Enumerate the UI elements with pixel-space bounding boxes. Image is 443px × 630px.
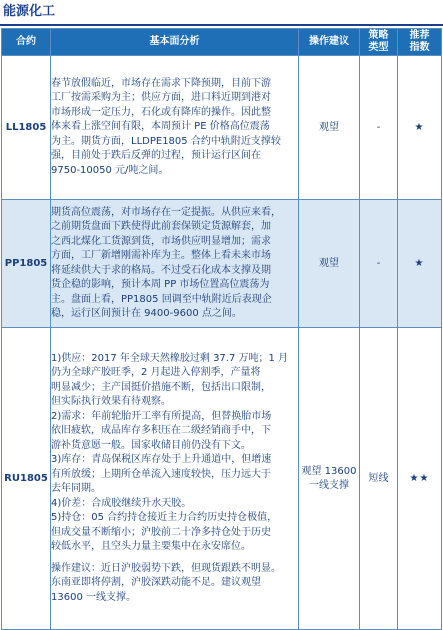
analysis-line: 货企稳的影响，预计本周 PP 市场位置高位震荡为	[51, 279, 270, 290]
analysis-line: 方面，工厂新增刚需补库为主。整体上看未来市场	[51, 250, 271, 261]
analysis-line: 体来看上涨空间有限，本周预计 PE 价格高位震荡	[51, 121, 270, 133]
analysis-cell	[51, 200, 299, 328]
header-recommend-index-line: 指数	[409, 42, 430, 53]
analysis-line: 较低水平，且空头力量主要集中在永安席位。	[51, 541, 251, 553]
analysis-line: 3)库存：青岛保税区库存处于上升通道中，但增速	[51, 454, 272, 466]
table-row	[2, 56, 442, 200]
table-row	[2, 328, 442, 630]
analysis-line: 之前期货盘面下跌使得此前套保锁定货源解套，加	[51, 221, 271, 232]
header-recommend-index-line: 推荐	[409, 30, 430, 41]
header-contract: 合约	[2, 29, 51, 56]
analysis-line: 9750-10050 元/吨之间。	[51, 164, 169, 176]
analysis-line: 明显减少；主产国挺价措施不断，包括出口限制，	[51, 381, 271, 393]
recommend-index-stars: ★	[398, 200, 442, 328]
analysis-line: 主。盘面上看，PP1805 回调至中轨附近后表现企	[51, 293, 272, 305]
section-divider	[0, 24, 443, 26]
analysis-cell	[51, 328, 299, 630]
analysis-line: 但实际执行效果有待观察。	[51, 396, 171, 408]
header-advice: 操作建议	[299, 29, 360, 56]
analysis-line: 4)价差：合成胶继续升水天胶。	[51, 497, 192, 509]
header-strategy-type-line: 策略	[368, 30, 389, 41]
analysis-line: 市场形成一定压力，石化或有降库的操作。因此整	[51, 106, 271, 118]
strategy-type-cell: -	[360, 56, 398, 200]
analysis-line: 有所放缓；上期所仓单流入速度较快，压力远大于	[51, 468, 271, 480]
analysis-line: 操作建议：近日沪胶弱势下跌，但现货跟跌不明显。	[51, 562, 281, 574]
analysis-line: 仍为全球产胶旺季，2 月起进入停割季，产量将	[51, 367, 261, 379]
table-row	[2, 200, 442, 328]
section-title: 能源化工	[3, 4, 56, 19]
analysis-line: 去年同期。	[51, 483, 101, 495]
header-strategy-type	[360, 29, 398, 56]
analysis-line: 东南亚即将停割，沪胶深跌动能不足。建议观望	[51, 577, 261, 589]
analysis-line: 春节放假临近，市场存在需求下降预期，目前下游	[51, 77, 271, 89]
advice-line: 一线支撑	[309, 479, 349, 491]
analysis-line: 稳，运行区间预计在 9400-9600 点之间。	[51, 308, 242, 319]
advice-cell	[299, 328, 360, 630]
advice-line: 观望	[319, 121, 339, 133]
analysis-line: 1)供应：2017 年全球天然橡胶过剩 37.7 万吨；1 月	[51, 352, 289, 364]
recommend-index-stars: ★	[398, 56, 442, 200]
header-strategy-type-line: 类型	[368, 42, 389, 53]
contract-cell: RU1805	[2, 328, 51, 630]
contract-cell: PP1805	[2, 200, 51, 328]
advice-line: 观望 13600	[301, 465, 357, 477]
analysis-line: 13600 一线支撑。	[51, 591, 136, 603]
analysis-line: 之西北煤化工货源到货，市场供应明显增加；需求	[51, 235, 271, 247]
strategy-table	[1, 28, 442, 630]
strategy-type-cell: -	[360, 200, 398, 328]
analysis-cell	[51, 56, 299, 200]
analysis-line: 为主。期货方面，LLDPE1805 合约中轨附近支撑较	[51, 135, 281, 147]
analysis-line: 但成交量不断缩小；沪胶前二十净多持仓处于历史	[51, 526, 271, 538]
analysis-line: 工厂按需采购为主；供应方面，进口料近期到港对	[51, 92, 271, 104]
analysis-line: 5)持仓：05 合约持仓接近主力合约历史持仓极值，	[51, 512, 278, 524]
contract-cell: LL1805	[2, 56, 51, 200]
analysis-line: 强，目前处于跌后反弹的过程，预计运行区间在	[51, 150, 261, 162]
advice-cell	[299, 200, 360, 328]
recommend-index-stars: ★★	[398, 328, 442, 630]
advice-line: 观望	[319, 257, 339, 269]
strategy-type-cell: 短线	[360, 328, 398, 630]
analysis-line: 将延续供大于求的格局。不过受石化成本支撑及期	[51, 264, 271, 276]
paragraph-gap	[51, 555, 298, 562]
analysis-line: 游补货意愿一般。国家收储目前仍没有下文。	[51, 439, 251, 451]
header-recommend-index	[398, 29, 442, 56]
header-analysis: 基本面分析	[51, 29, 299, 56]
analysis-line: 2)需求：年前轮胎开工率有所提高，但替换胎市场	[51, 410, 272, 422]
analysis-line: 期货高位震荡，对市场存在一定提振。从供应来看，	[51, 206, 281, 218]
table-header-row	[2, 29, 442, 56]
advice-cell	[299, 56, 360, 200]
analysis-line: 依旧疲软，成品库存多积压在二级经销商手中，下	[51, 425, 271, 437]
